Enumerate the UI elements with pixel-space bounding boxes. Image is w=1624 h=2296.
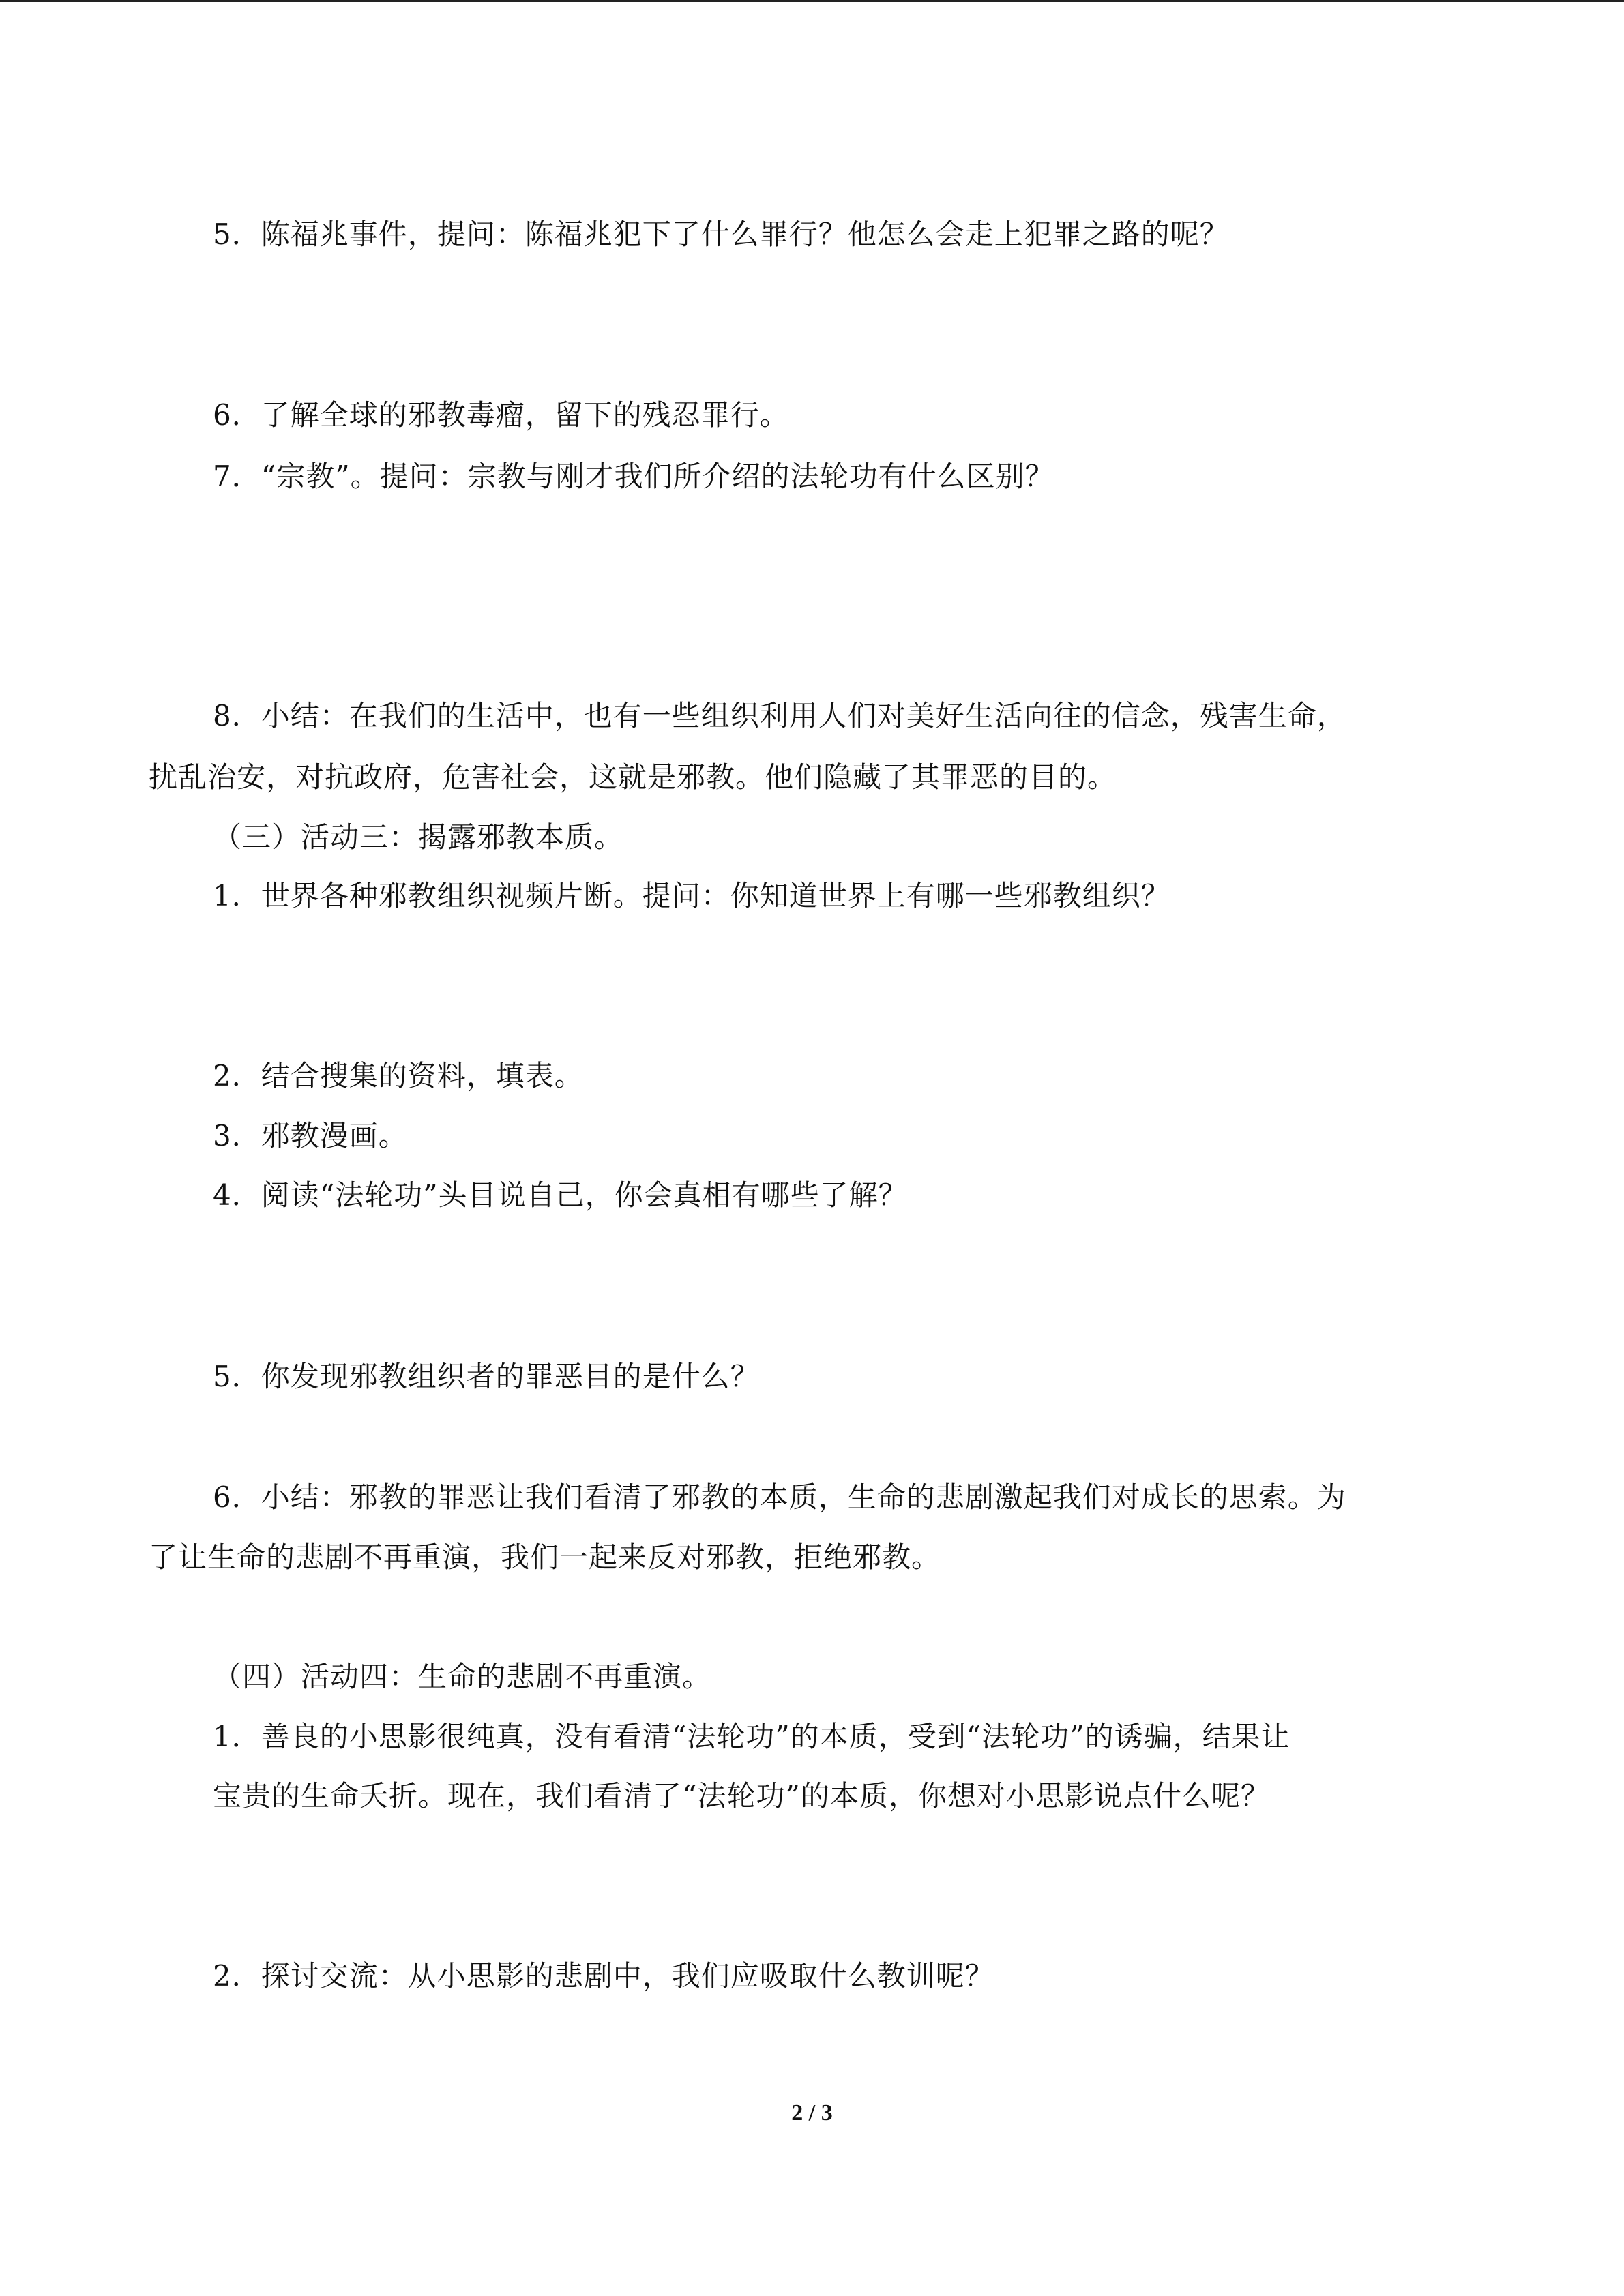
section-heading-4: （四）活动四：生命的悲剧不再重演。 (213, 1660, 712, 1693)
paragraph-line-13: 了让生命的悲剧不再重演，我们一起来反对邪教，拒绝邪教。 (149, 1540, 941, 1574)
page-number: 2 / 3 (791, 2100, 833, 2126)
paragraph-line-5: 扰乱治安，对抗政府，危害社会，这就是邪教。他们隐藏了其罪恶的目的。 (149, 760, 1117, 794)
paragraph-line-4: 8．小结：在我们的生活中，也有一些组织利用人们对美好生活向往的信念，残害生命， (213, 699, 1346, 732)
paragraph-line-12: 6．小结：邪教的罪恶让我们看清了邪教的本质，生命的悲剧激起我们对成长的思索。为 (213, 1480, 1346, 1514)
paragraph-line-1: 5．陈福兆事件，提问：陈福兆犯下了什么罪行？他怎么会走上犯罪之路的呢？ (213, 218, 1229, 251)
paragraph-line-8: 2．结合搜集的资料，填表。 (213, 1059, 584, 1092)
paragraph-line-17: 2．探讨交流：从小思影的悲剧中，我们应吸取什么教训呢？ (213, 1959, 994, 1993)
paragraph-line-9: 3．邪教漫画。 (213, 1119, 408, 1152)
paragraph-line-11: 5．你发现邪教组织者的罪恶目的是什么？ (213, 1360, 760, 1393)
paragraph-line-10: 4．阅读“法轮功”头目说自己，你会真相有哪些了解？ (213, 1178, 908, 1212)
paragraph-line-3: 7．“宗教”。提问：宗教与刚才我们所介绍的法轮功有什么区别？ (213, 460, 1054, 493)
paragraph-line-16: 宝贵的生命夭折。现在，我们看清了“法轮功”的本质，你想对小思影说点什么呢？ (213, 1779, 1270, 1813)
paragraph-line-15: 1．善良的小思影很纯真，没有看清“法轮功”的本质，受到“法轮功”的诱骗，结果让 (213, 1720, 1290, 1753)
paragraph-line-7: 1．世界各种邪教组织视频片断。提问：你知道世界上有哪一些邪教组织？ (213, 879, 1170, 912)
paragraph-line-2: 6．了解全球的邪教毒瘤，留下的残忍罪行。 (213, 398, 789, 432)
section-heading-3: （三）活动三：揭露邪教本质。 (213, 820, 624, 854)
